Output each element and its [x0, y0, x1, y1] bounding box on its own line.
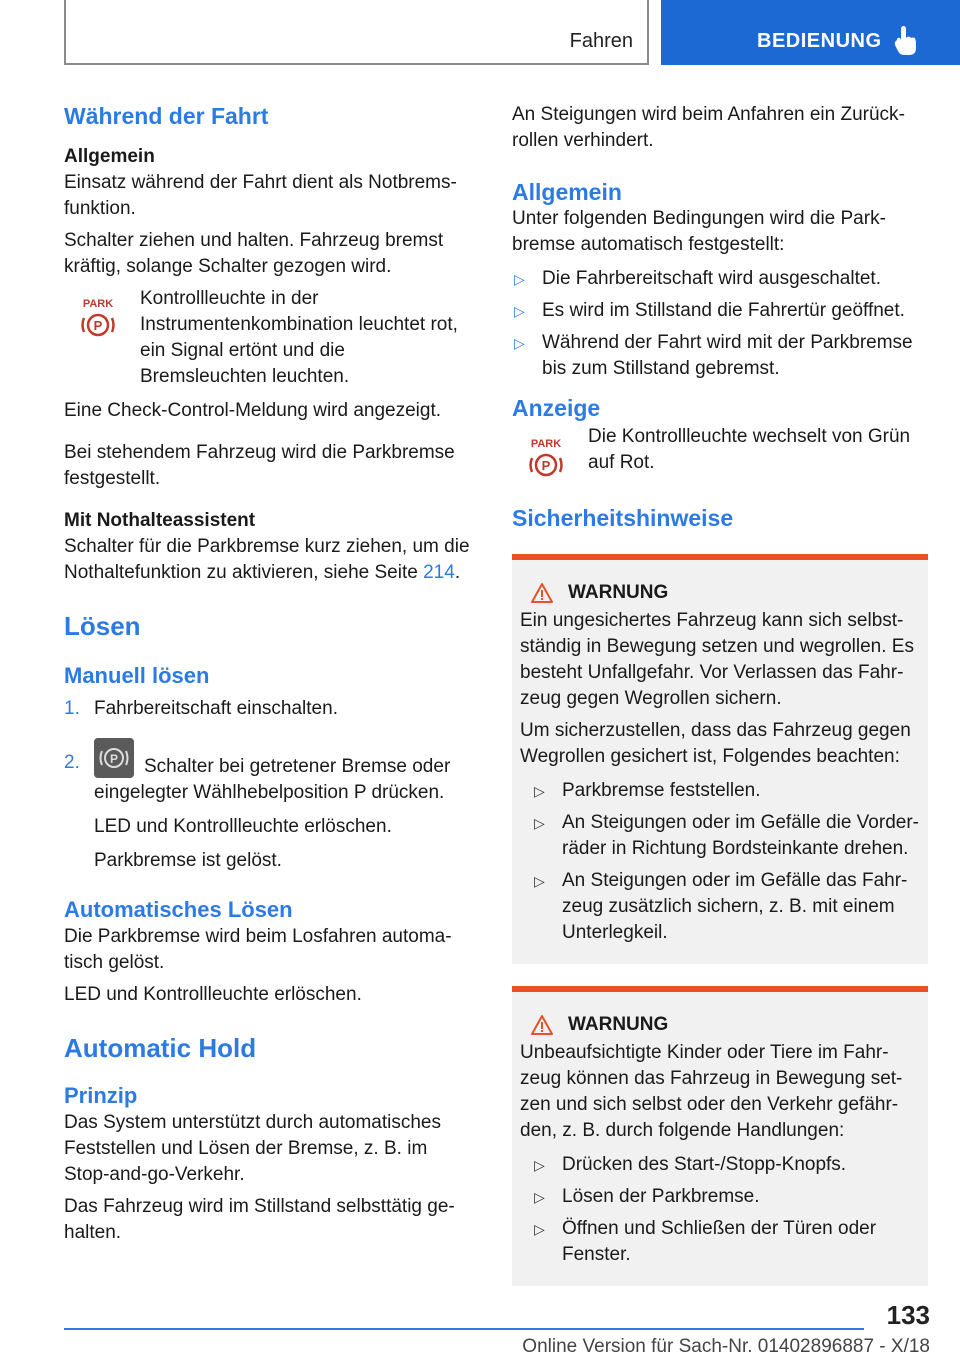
footer-divider [64, 1328, 864, 1330]
warning-title: WARNUNG [568, 1014, 669, 1035]
anzeige-row [512, 424, 928, 480]
bullet-triangle-icon: ▷ [534, 1221, 545, 1237]
bullet-triangle-icon: ▷ [534, 873, 545, 889]
step-2-line [94, 738, 476, 806]
warning-box-2 [512, 986, 928, 1286]
para-anzeige: Die Kontrollleuchte wechselt von Grün auf Rot. [588, 426, 911, 473]
warning-title-row [520, 580, 920, 606]
list-item-text: Öffnen und Schließen der Türen oder Fenster. [562, 1218, 877, 1265]
para-nothalt-end: . [454, 562, 461, 583]
bullet-triangle-icon: ▷ [534, 783, 545, 799]
list-item-text: Parkbremse feststellen. [562, 780, 761, 801]
steps-list [64, 696, 476, 874]
para-auto-loesen-1: Die Parkbremse wird beim Losfahren automatisch gelöst. [64, 926, 452, 973]
step-result-1: LED und Kontrollleuchte erlöschen. [94, 816, 392, 837]
bullet-triangle-icon: ▷ [514, 335, 525, 351]
heading-anzeige: Anzeige [512, 395, 601, 421]
step-body [94, 738, 476, 874]
step-result-2: Parkbremse ist gelöst. [94, 850, 282, 871]
header-chapter-tab [661, 0, 960, 65]
step-number: 1. [64, 698, 80, 719]
para-check-control: Eine Check-Control-Meldung wird angezeigt. [64, 400, 442, 421]
list-item-text: Während der Fahrt wird mit der Parkbremse bis zum Stillstand gebremst. [542, 332, 913, 379]
para-kontrollleuchte: Kontrollleuchte in der Instrumentenkombination leuchtet rot, ein Signal ertönt und die Bremsleuchten leuchten. [140, 288, 458, 387]
park-warning-row [64, 286, 476, 390]
list-item [520, 810, 920, 862]
park-brake-indicator-icon [524, 436, 568, 480]
svg-text:PARK: PARK [82, 298, 114, 310]
list-item [520, 1216, 920, 1268]
warning-triangle-icon [530, 1014, 554, 1036]
svg-text:P: P [109, 752, 119, 766]
heading-sicherheitshinweise: Sicherheitshinweise [512, 505, 734, 531]
step-text: Schalter bei getretener Bremse oder eingelegter Wählhebelposition P drücken. [94, 756, 451, 803]
list-item [512, 330, 928, 382]
list-item [64, 696, 476, 722]
para-stehend: Bei stehendem Fahrzeug wird die Parkbremse festgestellt. [64, 442, 455, 489]
para-prinzip-1: Das System unterstützt durch automatisches Feststellen und Lösen der Bremse, z. B. im Stop-and-go-Verkehr. [64, 1112, 441, 1185]
warning-title: WARNUNG [568, 582, 669, 603]
warning-list [520, 1152, 920, 1268]
list-item [520, 868, 920, 946]
para-nothalt [64, 534, 476, 586]
para-bedingungen: Unter folgenden Bedingungen wird die Parkbremse automatisch festgestellt: [512, 208, 886, 255]
park-brake-warning-icon [76, 296, 120, 340]
hand-pointer-icon [893, 26, 919, 56]
heading-loesen: Lösen [64, 611, 141, 641]
header-section-box [64, 0, 649, 65]
footer-version-text: Online Version für Sach-Nr. 01402896887 - X/18 [522, 1336, 930, 1357]
list-item-text: Die Fahrbereitschaft wird ausgeschaltet. [542, 268, 881, 289]
list-item [520, 1152, 920, 1178]
step-text: Fahrbereitschaft einschalten. [94, 698, 338, 719]
step-number: 2. [64, 752, 80, 773]
page-reference-link[interactable]: 214 [423, 562, 455, 583]
bullet-triangle-icon: ▷ [514, 271, 525, 287]
heading-automatisches-loesen: Automatisches Lösen [64, 897, 293, 922]
warning-text: Um sicherzustellen, dass das Fahrzeug gegen Wegrollen gesichert ist, Folgendes beachten: [520, 720, 911, 767]
bullet-triangle-icon: ▷ [534, 1189, 545, 1205]
para-prinzip-2: Das Fahrzeug wird im Stillstand selbsttätig gehalten. [64, 1196, 455, 1243]
heading-manuell-loesen: Manuell lösen [64, 663, 210, 688]
para-nothalt-text: Schalter für die Parkbremse kurz ziehen, um die Nothaltefunktion zu aktivieren, siehe Seite [64, 536, 470, 583]
conditions-list [512, 266, 928, 382]
warning-list [520, 778, 920, 946]
heading-prinzip: Prinzip [64, 1083, 138, 1108]
list-item-text: Lösen der Parkbremse. [562, 1186, 760, 1207]
para-einsatz: Einsatz während der Fahrt dient als Notbremsfunktion. [64, 172, 457, 219]
parking-brake-switch-icon [94, 738, 134, 778]
list-item [64, 738, 476, 874]
left-column [64, 100, 476, 1246]
list-item-text: An Steigungen oder im Gefälle das Fahrzeug zusätzlich sichern, z. B. mit einem Unterlegkeil. [562, 870, 908, 943]
page-header [0, 0, 960, 66]
bullet-triangle-icon: ▷ [514, 303, 525, 319]
warning-text: Ein ungesichertes Fahrzeug kann sich selbstständig in Bewegung setzen und wegrollen. Es besteht Unfallgefahr. Vor Verlassen das Fahrzeug gegen Wegrollen sichern. [520, 610, 914, 709]
svg-text:P: P [93, 318, 103, 333]
heading-waehrend-fahrt: Während der Fahrt [64, 103, 269, 129]
warning-box-1 [512, 554, 928, 964]
warning-title-row [520, 1012, 920, 1038]
bullet-triangle-icon: ▷ [534, 1157, 545, 1173]
list-item-text: Es wird im Stillstand die Fahrertür geöffnet. [542, 300, 905, 321]
para-schalter: Schalter ziehen und halten. Fahrzeug bremst kräftig, solange Schalter gezogen wird. [64, 230, 444, 277]
list-item-text: An Steigungen oder im Gefälle die Vorderräder in Richtung Bordsteinkante drehen. [562, 812, 919, 859]
header-section-title: Fahren [569, 30, 633, 52]
list-item [520, 778, 920, 804]
bullet-triangle-icon: ▷ [534, 815, 545, 831]
subheading-nothalteassistent: Mit Nothalteassistent [64, 510, 256, 531]
heading-allgemein: Allgemein [512, 179, 622, 205]
right-column [512, 100, 928, 1286]
para-auto-loesen-2: LED und Kontrollleuchte erlöschen. [64, 984, 362, 1005]
subheading-allgemein: Allgemein [64, 146, 155, 167]
header-chapter-label: BEDIENUNG [757, 30, 882, 52]
warning-triangle-icon [530, 582, 554, 604]
svg-text:PARK: PARK [530, 438, 562, 450]
list-item [512, 266, 928, 292]
svg-text:P: P [541, 458, 551, 473]
heading-automatic-hold: Automatic Hold [64, 1033, 257, 1063]
list-item [520, 1184, 920, 1210]
list-item-text: Drücken des Start-/Stopp-Knopfs. [562, 1154, 847, 1175]
page-number: 133 [886, 1300, 930, 1330]
list-item [512, 298, 928, 324]
warning-text: Unbeaufsichtigte Kinder oder Tiere im Fahrzeug können das Fahrzeug in Bewegung setzen und sich selbst oder den Verkehr gefährden, z. B. durch folgende Handlungen: [520, 1042, 903, 1141]
para-steigung: An Steigungen wird beim Anfahren ein Zurückrollen verhindert. [512, 104, 905, 151]
